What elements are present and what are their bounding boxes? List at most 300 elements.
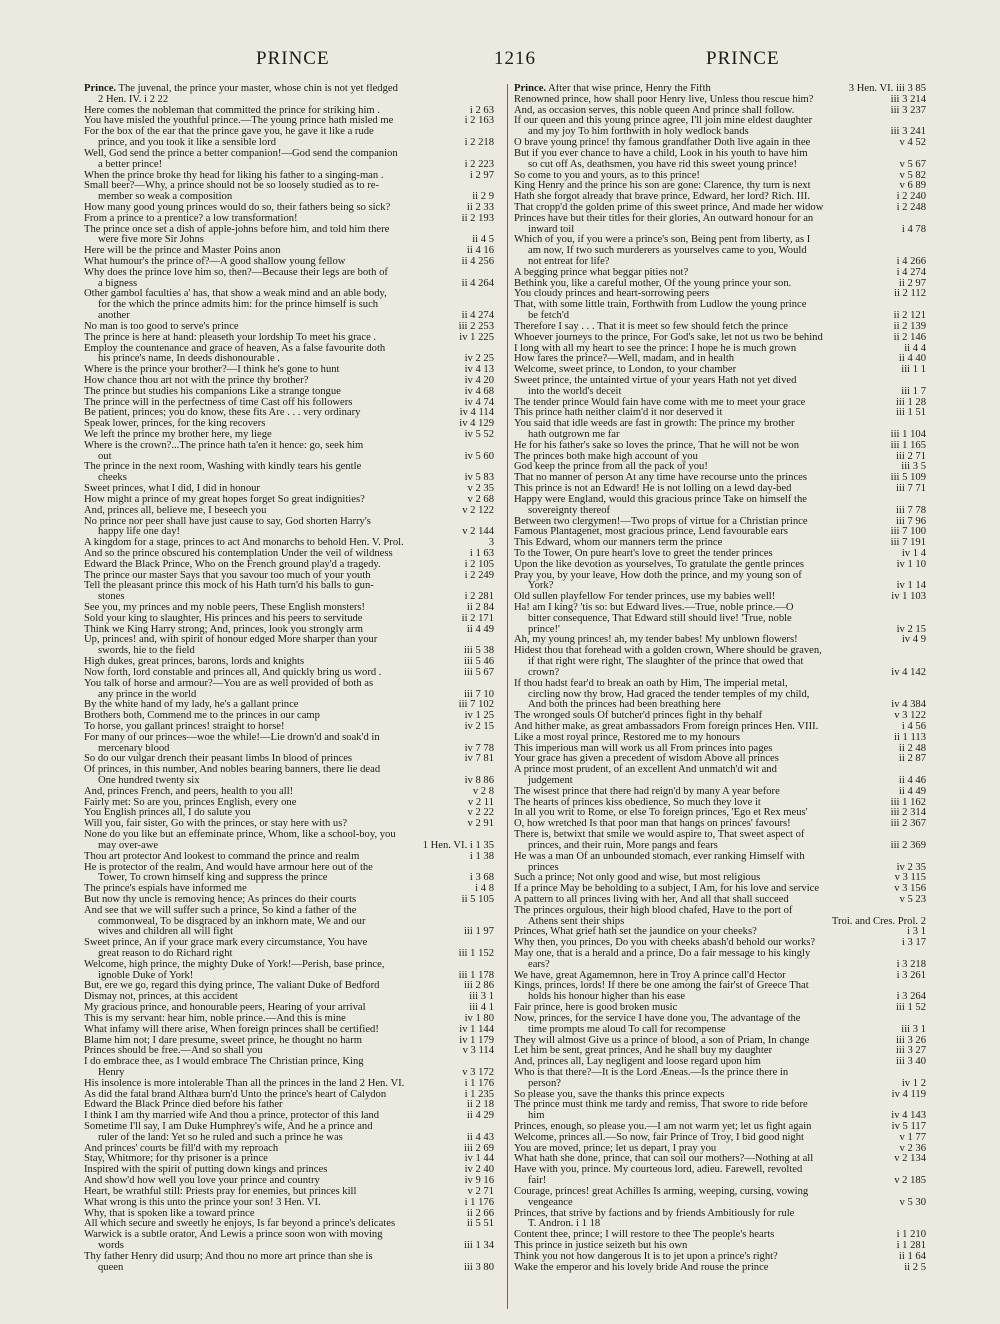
citation-reference: iv 1 14 <box>896 580 926 592</box>
quotation-line <box>514 906 926 917</box>
quotation-text: Edward the Black Prince, Who on the French ground play'd a tragedy. <box>84 558 381 570</box>
quotation-text: The prince will in the perfectness of time Cast off his followers <box>84 396 353 408</box>
quotation-line <box>514 387 926 398</box>
quotation-text: if that right were right, The slaughter of the prince that owed that <box>528 656 804 668</box>
quotation-text: Between two clergymen!—Two props of virtue for a Christian prince <box>514 515 808 527</box>
quotation-text: Welcome, high prince, the mighty Duke of York!—Perish, base prince, <box>84 958 385 970</box>
headword: Prince. <box>514 84 547 94</box>
quotation-text: Like a most royal prince, Restored me to my honours <box>514 731 740 743</box>
quotation-text: O, how wretched Is that poor man that hangs on princes' favours! <box>514 818 791 830</box>
citation-reference: v 3 115 <box>894 872 926 884</box>
quotation-text: prince, and you took it like a sensible lord <box>98 137 276 149</box>
citation-reference: iii 7 191 <box>890 537 926 549</box>
quotation-text: a bigness <box>98 277 138 289</box>
quotation-text: out <box>98 450 112 462</box>
citation-reference: v 5 67 <box>899 158 926 170</box>
quotation-line <box>514 1187 926 1198</box>
quotation-line <box>514 765 926 776</box>
quotation-text: member so weak a composition <box>98 191 233 203</box>
citation-reference: iv 1 144 <box>459 1023 494 1035</box>
quotation-text: be fetch'd <box>528 310 570 322</box>
quotation-text: Therefore I say . . . That it is meet so few should fetch the prince <box>514 320 788 332</box>
citation-reference: v 5 23 <box>899 893 926 905</box>
quotation-line <box>84 387 494 398</box>
citation-reference: iv 4 384 <box>891 699 926 711</box>
citation-reference: iv 7 78 <box>464 742 494 754</box>
quotation-text: Stay, Whitmore; for thy prisoner is a prince <box>84 1153 268 1165</box>
quotation-text: The princes orgulous, their high blood chafed, Have to the port of <box>514 904 793 916</box>
quotation-text: What hath she done, prince, that can soil our mothers?—Nothing at all <box>514 1153 814 1165</box>
citation-reference: ii 4 40 <box>898 353 926 365</box>
citation-reference: iv 1 4 <box>901 547 926 559</box>
quotation-text: Of princes, in this number, And nobles bearing banners, there lie dead <box>84 764 381 776</box>
citation-reference: iii 7 78 <box>895 504 926 516</box>
citation-reference: ii 4 264 <box>461 277 494 289</box>
quotation-text: holds his honour higher than his ease <box>528 991 686 1003</box>
quotation-text: great reason to do Richard right <box>98 948 233 959</box>
citation-reference: 3 <box>488 537 494 549</box>
quotation-text: Think you not how dangerous It is to jet upon a prince's right? <box>514 1250 778 1262</box>
quotation-text: And hither make, as great ambassadors From foreign princes Hen. VIII. <box>514 720 819 732</box>
citation-reference: iv 1 179 <box>459 1034 494 1046</box>
quotation-text: This imperious man will work us all From princes into pages <box>514 742 773 754</box>
citation-reference: iv 2 25 <box>464 353 494 365</box>
citation-reference: i 2 105 <box>464 558 494 570</box>
quotation-text: A prince most prudent, of an excellent And unmatch'd wit and <box>514 764 777 776</box>
citation-reference: iii 3 27 <box>895 1045 926 1057</box>
quotation-text: Content thee, prince; I will restore to thee The people's hearts <box>514 1229 775 1241</box>
quotation-line <box>84 1230 494 1241</box>
citation-reference: v 3 156 <box>894 883 926 895</box>
quotation-text: But if you ever chance to have a child, Look in his youth to have him <box>514 147 808 159</box>
quotation-text: Princes, enough, so please you.—I am not warm yet; let us fight again <box>514 1121 812 1132</box>
citation-reference: ii 2 66 <box>466 1207 494 1219</box>
citation-reference: i 4 78 <box>901 223 926 235</box>
quotation-text: his prince's name, In deeds dishonourable . <box>98 353 280 365</box>
citation-reference: iii 4 1 <box>469 1002 494 1014</box>
quotation-text: None do you like but an effeminate prince, Whom, like a school-boy, you <box>84 829 396 841</box>
quotation-text: into the world's deceit <box>528 385 622 397</box>
citation-reference: ii 2 9 <box>472 191 494 203</box>
quotation-line <box>514 160 926 171</box>
quotation-text: I think I am thy married wife And thou a prince, protector of this land <box>84 1110 380 1122</box>
citation-reference: iv 8 86 <box>464 775 494 786</box>
quotation-text: princes <box>528 861 559 873</box>
citation-reference: v 2 11 <box>467 796 494 808</box>
quotation-line <box>514 787 926 798</box>
quotation-text: Prince. The juvenal, the prince your master, whose chin is not yet fledged <box>84 84 398 94</box>
citation-reference: ii 4 256 <box>461 256 494 267</box>
quotation-text: But now thy uncle is removing hence; As princes do their courts <box>84 893 357 905</box>
citation-reference: v 6 89 <box>899 180 926 192</box>
quotation-text: If our queen and this young prince agree, I'll join mine eldest daughter <box>514 115 813 127</box>
quotation-text: Welcome, princes all.—So now, fair Prince of Troy, I bid good night <box>514 1131 804 1143</box>
quotation-line <box>514 571 926 582</box>
quotation-text: time prompts me aloud To call for recompense <box>528 1023 726 1035</box>
quotation-text: A pattern to all princes living with her, And all that shall succeed <box>514 893 789 905</box>
quotation-text: That no manner of person At any time have recourse unto the princes <box>514 472 807 484</box>
quotation-text: another <box>98 310 130 322</box>
quotation-text: Princes, that strive by factions and by friends Ambitiously for rule <box>514 1207 795 1219</box>
quotation-text: person? <box>528 1077 561 1089</box>
citation-reference: v 2 35 <box>467 483 494 495</box>
citation-reference: v 2 8 <box>472 785 494 797</box>
quotation-text: A begging prince what beggar pities not? <box>514 266 689 278</box>
quotation-text: And, princes all, believe me, I beseech you <box>84 504 267 516</box>
running-header <box>86 48 906 72</box>
quotation-text: Edward the Black Prince died before his father <box>84 1099 283 1111</box>
quotation-text: All which secure and sweetly he enjoys, Is far beyond a prince's delicates <box>84 1218 396 1230</box>
quotation-text: This Edward, whom our manners term the prince <box>514 537 723 549</box>
citation-reference: iii 1 1 <box>901 364 926 376</box>
headword: Prince. <box>84 84 117 94</box>
quotation-text: may over-awe <box>98 839 159 851</box>
quotation-text: any prince in the world <box>98 688 197 700</box>
citation-reference: v 3 114 <box>462 1045 494 1057</box>
citation-reference: iii 7 10 <box>463 688 494 700</box>
quotation-text: No prince nor peer shall have just cause to say, God shorten Harry's <box>84 515 371 527</box>
quotation-text: Brothers both, Commend me to the princes in our camp <box>84 710 320 722</box>
quotation-text: He is protector of the realm, And would have armour here out of the <box>84 861 373 873</box>
quotation-line <box>514 1252 926 1263</box>
quotation-text: Such a prince; Not only good and wise, but most religious <box>514 872 761 884</box>
quotation-text: Which of you, if you were a prince's son, Being pent from liberty, as I <box>514 234 811 246</box>
citation-reference: i 3 68 <box>469 872 494 884</box>
quotation-text: How chance thou art not with the prince thy brother? <box>84 374 309 386</box>
quotation-text: You are moved, prince; let us depart, I pray you <box>514 1142 717 1154</box>
citation-reference: iv 4 114 <box>459 407 494 419</box>
quotation-text: And both the princes had been breathing here <box>528 699 721 711</box>
quotation-text: Renowned prince, how shall poor Henry live, Unless thou rescue him? <box>514 93 814 105</box>
quotation-text: As did the fatal brand Althæa burn'd Unto the prince's heart of Calydon <box>84 1088 387 1100</box>
quotation-text: There is, betwixt that smile we would aspire to, That sweet aspect of <box>514 829 805 841</box>
quotation-text: 2 Hen. IV. i 2 22 <box>98 93 169 105</box>
quotation-text: Courage, princes! great Achilles Is arming, weeping, cursing, vowing <box>514 1185 809 1197</box>
quotation-line <box>514 949 926 960</box>
quotation-text: By the white hand of my lady, he's a gallant prince <box>84 699 299 711</box>
quotation-text: Where is the prince your brother?—I think he's gone to hunt <box>84 364 340 376</box>
citation-reference: i 1 235 <box>464 1088 494 1100</box>
citation-reference: iii 2 367 <box>890 818 926 830</box>
quotation-text: York? <box>528 580 554 592</box>
quotation-text: Here will be the prince and Master Poins anon <box>84 245 281 257</box>
citation-reference: i 3 261 <box>896 969 926 981</box>
quotation-text: queen <box>98 1261 124 1273</box>
quotation-line <box>514 560 926 571</box>
quotation-text: And so the prince obscured his contemplation Under the veil of wildness <box>84 547 393 559</box>
quotation-line <box>514 1079 926 1090</box>
quotation-text: words <box>98 1239 124 1251</box>
quotation-text: Up, princes! and, with spirit of honour edged More sharper than your <box>84 634 378 646</box>
citation-reference: iv 1 25 <box>464 710 494 722</box>
citation-reference: i 1 38 <box>469 850 494 862</box>
quotation-text: Think we King Harry strong; And, princes, look you strongly arm <box>84 623 363 635</box>
citation-reference: ii 2 121 <box>893 310 926 322</box>
citation-reference: v 2 68 <box>467 493 494 505</box>
citation-reference: iii 1 162 <box>890 796 926 808</box>
citation-reference: iv 2 15 <box>896 623 926 635</box>
quotation-text: Heart, be wrathful still: Priests pray for enemies, but princes kill <box>84 1185 357 1197</box>
quotation-line <box>84 1263 494 1274</box>
citation-reference: iii 5 46 <box>463 656 494 668</box>
quotation-line <box>84 300 494 311</box>
quotation-text: This prince is not an Edward! He is not lolling on a lewd day-bed <box>514 483 792 495</box>
quotation-line <box>84 787 494 798</box>
quotation-text: The prince our master Says that you savour too much of your youth <box>84 569 371 581</box>
header-right-word: PRINCE <box>706 48 780 69</box>
quotation-text: swords, hie to the field <box>98 645 195 657</box>
citation-reference: iii 7 96 <box>895 515 926 527</box>
quotation-text: The prince's espials have informed me <box>84 883 247 895</box>
citation-reference: 3 Hen. VI. iii 3 85 <box>848 84 926 94</box>
quotation-line <box>514 300 926 311</box>
quotation-text: hath outgrown me far <box>528 429 620 440</box>
quotation-text: The princes both make high account of you <box>514 450 698 462</box>
quotation-text: Your grace has given a precedent of wisdom Above all princes <box>514 753 779 765</box>
citation-reference: v 2 22 <box>467 807 494 819</box>
citation-reference: iii 1 51 <box>895 407 926 419</box>
quotation-text: not entreat for life? <box>528 256 610 267</box>
quotation-line <box>514 441 926 452</box>
quotation-text: Warwick is a subtle orator, And Lewis a prince soon won with moving <box>84 1229 383 1241</box>
quotation-text: For the box of the ear that the prince gave you, he gave it like a rude <box>84 126 374 138</box>
citation-reference: iii 2 314 <box>890 807 926 819</box>
quotation-text: Hidest thou that forehead with a golden crown, Where should be graven, <box>514 645 822 657</box>
citation-reference: iii 3 26 <box>895 1034 926 1046</box>
quotation-text: O brave young prince! thy famous grandfather Doth live again in thee <box>514 137 811 149</box>
quotation-text: Upon the like devotion as yourselves, To gratulate the gentle princes <box>514 558 805 570</box>
citation-reference: i 3 218 <box>896 958 926 970</box>
citation-reference: iv 4 142 <box>891 666 926 678</box>
quotation-text: crown? <box>528 666 560 678</box>
quotation-text: so cut off As, deathsmen, you have rid this sweet young prince! <box>528 158 798 170</box>
quotation-line <box>84 1133 494 1144</box>
quotation-text: That, with some little train, Forthwith from Ludlow the young prince <box>514 299 807 311</box>
quotation-text: Inspired with the spirit of putting down kings and princes <box>84 1164 328 1176</box>
citation-reference: iii 2 369 <box>890 839 926 851</box>
citation-reference: iii 1 97 <box>463 926 494 938</box>
citation-reference: iv 7 81 <box>464 753 494 765</box>
quotation-text: What wrong is this unto the prince your son! 3 Hen. VI. <box>84 1196 321 1208</box>
quotation-line <box>84 560 494 571</box>
quotation-text: Princes should be free.—And so shall you <box>84 1045 263 1057</box>
quotation-line <box>84 852 494 863</box>
quotation-text: You said that idle weeds are fast in growth: The prince my brother <box>514 418 795 430</box>
quotation-text: inward toil <box>528 223 575 235</box>
quotation-text: This prince hath neither claim'd it nor deserved it <box>514 407 723 419</box>
quotation-text: Blame him not; I dare presume, sweet prince, he thought no harm <box>84 1034 363 1046</box>
quotation-text: That cropp'd the golden prime of this sweet prince, And made her widow <box>514 201 824 213</box>
citation-reference: ii 2 84 <box>466 602 494 613</box>
citation-reference: ii 2 97 <box>898 277 926 289</box>
quotation-text: and my joy To him forthwith in holy wedlock bands <box>528 126 749 138</box>
quotation-text: And, princes all, Lay negligent and loose regard upon him <box>514 1056 761 1068</box>
citation-reference: iv 5 83 <box>464 472 494 484</box>
quotation-line <box>514 1165 926 1176</box>
citation-reference: iv 2 35 <box>896 861 926 873</box>
quotation-text: Now, princes, for the service I have done you, The advantage of the <box>514 1012 801 1024</box>
quotation-text: To horse, you gallant princes! straight to horse! <box>84 720 285 732</box>
citation-reference: iii 3 241 <box>890 126 926 138</box>
citation-reference: i 4 8 <box>475 883 494 895</box>
citation-reference: i 4 266 <box>896 256 926 267</box>
quotation-text: judgement <box>528 775 573 786</box>
quotation-text: Wake the emperor and his lovely bride And rouse the prince <box>514 1261 769 1273</box>
citation-reference: v 3 172 <box>462 1066 494 1078</box>
citation-reference: iv 1 225 <box>459 331 494 343</box>
citation-reference: iii 3 214 <box>890 93 926 105</box>
citation-reference: iii 2 86 <box>463 980 494 992</box>
citation-reference: iii 1 52 <box>895 1002 926 1014</box>
quotation-text: Let him be sent, great princes, And he shall buy my daughter <box>514 1045 773 1057</box>
quotation-line <box>514 960 926 971</box>
quotation-text: The prince is here at hand: pleaseth your lordship To meet his grace . <box>84 331 377 343</box>
citation-reference: iv 1 80 <box>464 1012 494 1024</box>
quotation-text: Employ the countenance and grace of heaven, As a false favourite doth <box>84 342 386 354</box>
citation-reference: iii 3 1 <box>901 1023 926 1035</box>
citation-reference: i 2 223 <box>464 158 494 170</box>
citation-reference: iv 4 68 <box>464 385 494 397</box>
quotation-line <box>514 657 926 668</box>
citation-reference: v 4 52 <box>899 137 926 149</box>
citation-reference: i 4 274 <box>896 266 926 278</box>
citation-reference: ii 4 49 <box>898 785 926 797</box>
quotation-text: prince!' <box>528 623 560 635</box>
quotation-text: ruler of the land: Yet so he ruled and such a prince he was <box>98 1131 343 1143</box>
quotation-text: For many of our princes—woe the while!—Lie drown'd and soak'd in <box>84 731 380 743</box>
quotation-text: You talk of horse and armour?—You are as well provided of both as <box>84 677 374 689</box>
quotation-text: So do our vulgar drench their peasant limbs In blood of princes <box>84 753 353 765</box>
quotation-text: Speak lower, princes, for the king recovers <box>84 418 266 430</box>
citation-reference: iv 4 74 <box>464 396 494 408</box>
quotation-line <box>514 679 926 690</box>
citation-reference: iv 2 15 <box>464 720 494 732</box>
citation-reference: ii 4 274 <box>461 310 494 322</box>
citation-reference: i 2 249 <box>464 569 494 581</box>
citation-reference: iv 4 129 <box>459 418 494 430</box>
quotation-line <box>514 1100 926 1111</box>
quotation-line <box>514 1133 926 1144</box>
quotation-text: We left the prince my brother here, my liege <box>84 429 272 440</box>
quotation-text: sovereignty thereof <box>528 504 611 516</box>
quotation-text: He was a man Of an unbounded stomach, ever ranking Himself with <box>514 850 805 862</box>
quotation-text: The hearts of princes kiss obedience, So much they love it <box>514 796 761 808</box>
citation-reference: iii 7 100 <box>890 526 926 538</box>
quotation-text: Princes, What grief hath set the jaundice on your cheeks? <box>514 926 757 938</box>
quotation-text: And, princes French, and peers, health to you all! <box>84 785 294 797</box>
quotation-text: Prince. After that wise prince, Henry the Fifth <box>514 84 711 94</box>
citation-reference: v 5 30 <box>899 1196 926 1208</box>
citation-reference: ii 2 87 <box>898 753 926 765</box>
citation-reference: i 1 176 <box>464 1196 494 1208</box>
quotation-text: Tell the pleasant prince this mock of his Hath turn'd his balls to gun- <box>84 580 374 592</box>
quotation-line <box>84 441 494 452</box>
citation-reference: ii 2 18 <box>466 1099 494 1111</box>
quotation-text: am now, If two such murderers as yourselves came to you, Would <box>528 245 807 257</box>
quotation-text: You have misled the youthful prince.—The young prince hath misled me <box>84 115 394 127</box>
quotation-line <box>84 614 494 625</box>
citation-reference: i 2 163 <box>464 115 494 127</box>
quotation-text: Hath she forgot already that brave prince, Edward, her lord? Rich. III. <box>514 191 811 203</box>
quotation-text: commonweal, To be disgraced by an inkhorn mate, We and our <box>98 915 366 927</box>
quotation-line <box>84 581 494 592</box>
quotation-line <box>514 1198 926 1209</box>
quotation-text: But, ere we go, regard this dying prince, The valiant Duke of Bedford <box>84 980 380 992</box>
quotation-line <box>84 1079 494 1090</box>
citation-reference: ii 5 51 <box>466 1218 494 1230</box>
quotation-text: God keep the prince from all the pack of you! <box>514 461 708 473</box>
quotation-text: The prince must think me tardy and remiss, That swore to ride before <box>514 1099 808 1111</box>
citation-reference: v 2 144 <box>462 526 494 538</box>
citation-reference: iv 2 40 <box>464 1164 494 1176</box>
citation-reference: ii 1 64 <box>898 1250 926 1262</box>
quotation-text: Thou art protector And lookest to command the prince and realm <box>84 850 360 862</box>
citation-reference: ii 4 29 <box>466 1110 494 1122</box>
quotation-text: Sometime I'll say, I am Duke Humphrey's wife, And he a prince and <box>84 1121 373 1132</box>
quotation-text: How might a prince of my great hopes forget So great indignities? <box>84 493 365 505</box>
quotation-text: fair! <box>528 1175 547 1187</box>
quotation-text: And, as occasion serves, this noble queen And prince shall follow. <box>514 104 795 116</box>
quotation-text: The prince once set a dish of apple-johns before him, and told him there <box>84 223 390 235</box>
citation-reference: iii 2 69 <box>463 1142 494 1154</box>
citation-reference: i 1 281 <box>896 1239 926 1251</box>
citation-reference: ii 1 113 <box>894 731 926 743</box>
quotation-text: Princes have but their titles for their glories, An outward honour for an <box>514 212 814 224</box>
quotation-line <box>84 160 494 171</box>
quotation-text: Will you, fair sister, Go with the princes, or stay here with us? <box>84 818 348 830</box>
quotation-line <box>514 506 926 517</box>
citation-reference: iii 3 40 <box>895 1056 926 1068</box>
quotation-text: ears? <box>528 958 550 970</box>
citation-reference: ii 2 33 <box>466 201 494 213</box>
citation-reference: ii 2 5 <box>904 1261 926 1273</box>
citation-reference: iii 3 5 <box>901 461 926 473</box>
quotation-text: One hundred twenty six <box>98 775 200 786</box>
quotation-line <box>514 268 926 279</box>
citation-reference: ii 4 49 <box>466 623 494 635</box>
quotation-line <box>514 1263 926 1274</box>
quotation-text: Thy father Henry did usurp; And thou no more art prince than she is <box>84 1250 373 1262</box>
quotation-text: Kings, princes, lords! If there be one among the fair'st of Greece That <box>514 980 809 992</box>
quotation-text: Bethink you, like a careful mother, Of the young prince your son. <box>514 277 792 289</box>
quotation-text: So please you, save the thanks this prince expects <box>514 1088 725 1100</box>
quotation-text: ignoble Duke of York! <box>98 969 194 981</box>
citation-reference: iv 9 16 <box>464 1175 494 1187</box>
quotation-text: If a prince May be beholding to a subject, I Am, for his love and service <box>514 883 820 895</box>
quotation-text: We have, great Agamemnon, here in Troy A prince call'd Hector <box>514 969 786 981</box>
quotation-line <box>84 960 494 971</box>
quotation-text: Happy were England, would this gracious prince Take on himself the <box>514 493 807 505</box>
quotation-text: See you, my princes and my noble peers, These English monsters! <box>84 602 366 613</box>
citation-reference: Troi. and Cres. Prol. 2 <box>831 915 926 927</box>
quotation-text: mercenary blood <box>98 742 170 754</box>
quotation-text: Henry <box>98 1066 125 1078</box>
citation-reference: iv 5 60 <box>464 450 494 462</box>
quotation-text: He for his father's sake so loves the prince, That he will not be won <box>514 439 800 451</box>
quotation-text: Pray you, by your leave, How doth the prince, and my young son of <box>514 569 802 581</box>
citation-reference: iv 1 103 <box>891 591 926 603</box>
citation-reference: i 2 63 <box>469 104 494 116</box>
citation-reference: iii 2 253 <box>458 320 494 332</box>
citation-reference: i 3 264 <box>896 991 926 1003</box>
citation-reference: i 2 248 <box>896 201 926 213</box>
quotation-text: King Henry and the prince his son are gone: Clarence, thy turn is next <box>514 180 811 192</box>
quotation-text: This prince in justice seizeth but his own <box>514 1239 688 1251</box>
quotation-text: Other gambol faculties a' has, that show a weak mind and an able body, <box>84 288 387 300</box>
citation-reference: iv 1 10 <box>896 558 926 570</box>
quotation-line <box>84 95 494 106</box>
quotation-text: Tower, To crown himself king and suppress the prince <box>98 872 328 884</box>
